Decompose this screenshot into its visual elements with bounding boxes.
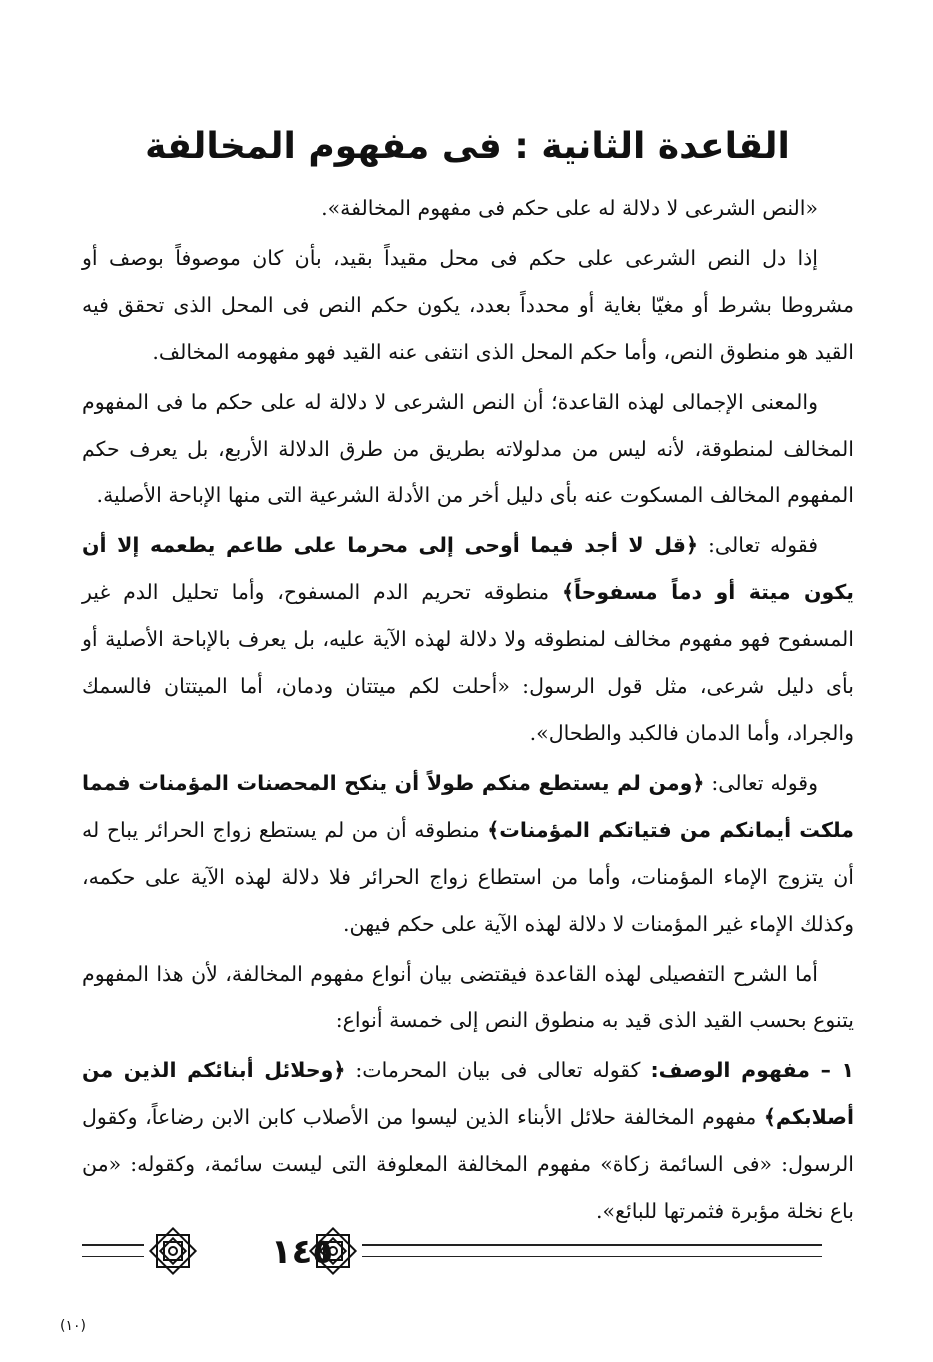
- paragraph-5-text: أما الشرح التفصيلى لهذه القاعدة فيقتضى بيان أنواع مفهوم المخالفة، لأن هذا المفهوم يتنوع بحسب القيد الذى قيد به منطوق النص إلى خمسة أنواع:: [82, 961, 854, 1033]
- paragraph-4: [82, 760, 854, 948]
- paragraph-3-rest: منطوقه تحريم الدم المسفوح، وأما تحليل الدم غير المسفوح فهو مفهوم مخالف لمنطوقه ولا دلالة لهذه الآية عليه، بل يعرف بالإباحة الأصلية أو بأى دليل شرعى، مثل قول الرسول: «أحلت لكم ميتتان ودمان، أما الميتتان فالسمك والجراد، وأما الدمان فالكبد والطحال».: [82, 580, 854, 745]
- section-label-description: ١ – مفهوم الوصف:: [650, 1058, 854, 1083]
- paragraph-5: [82, 951, 854, 1045]
- paragraph-6: [82, 1047, 854, 1235]
- paragraph-2-text: والمعنى الإجمالى لهذه القاعدة؛ أن النص الشرعى لا دلالة له على حكم ما فى المفهوم المخالف لمنطوقة، لأنه ليس من مدلولاته بطريق من طرق الدلالة الأربع، بل يعرف حكم المفهوم المخالف المسكوت عنه بأى دليل أخر من الأدلة الشرعية التى منها الإباحة الأصلية.: [82, 389, 854, 508]
- paragraph-6-intro: كقوله تعالى فى بيان المحرمات:: [345, 1058, 651, 1083]
- body-text: [82, 185, 854, 1235]
- footer-rule-left-top: [82, 1244, 144, 1246]
- signature-mark: (١٠): [60, 1318, 86, 1334]
- page-number: ١٤٥: [270, 1232, 334, 1272]
- paragraph-2: [82, 379, 854, 520]
- paragraph-1-text: إذا دل النص الشرعى على حكم فى محل مقيداً بقيد، بأن كان موصوفاً بوصف أو مشروطا بشرط أو مغيّا بغاية أو محدداً بعدد، يكون حكم النص فى المحل الذى تحقق فيه القيد هو منطوق النص، وأما حكم المحل الذى انتفى عنه القيد فهو مفهومه المخالف.: [82, 245, 854, 364]
- quran-verse-3: ﴿وحلائل أبنائكم الذين من أصلابكم﴾: [82, 1058, 854, 1130]
- rule-statement: [82, 185, 854, 232]
- footer-rule-right-top: [362, 1244, 822, 1246]
- quran-verse-2: ﴿ومن لم يستطع منكم طولاً أن ينكح المحصنات المؤمنات فمما ملكت أيمانكم من فتياتكم المؤمنات﴾: [82, 770, 854, 842]
- octagram-ornament-icon: [144, 1222, 202, 1280]
- page-footer: [82, 1222, 822, 1292]
- footer-rule-right-bottom: [362, 1256, 822, 1257]
- paragraph-6-rest: مفهوم المخالفة حلائل الأبناء الذين ليسوا من الأصلاب كابن الابن رضاعاً، وكقول الرسول: «فى السائمة زكاة» مفهوم المخالفة المعلوفة التى ليست سائمة، وكقوله: «من باع نخلة مؤبرة فثمرتها للبائع».: [82, 1105, 854, 1224]
- footer-rule-left-bottom: [82, 1256, 144, 1257]
- paragraph-1: [82, 235, 854, 376]
- paragraph-3: [82, 522, 854, 757]
- paragraph-4-rest: منطوقه أن من لم يستطع زواج الحرائر يباح له أن يتزوج الإماء المؤمنات، وأما من استطاع زواج الحرائر فلا دلالة لهذه الآية على حكمه، وكذلك الإماء غير المؤمنات لا دلالة لهذه الآية على حكم فيهن.: [82, 817, 854, 936]
- page-title: القاعدة الثانية : فى مفهوم المخالفة: [145, 126, 790, 167]
- octagram-ornament-icon: [304, 1222, 362, 1280]
- rule-text: «النص الشرعى لا دلالة له على حكم فى مفهوم المخالفة».: [321, 196, 818, 220]
- paragraph-3-intro: فقوله تعالى:: [698, 533, 818, 558]
- quran-verse-1: ﴿قل لا أجد فيما أوحى إلى محرما على طاعم يطعمه إلا أن يكون ميتة أو دماً مسفوحاً﴾: [82, 533, 855, 605]
- paragraph-4-intro: وقوله تعالى:: [704, 770, 818, 795]
